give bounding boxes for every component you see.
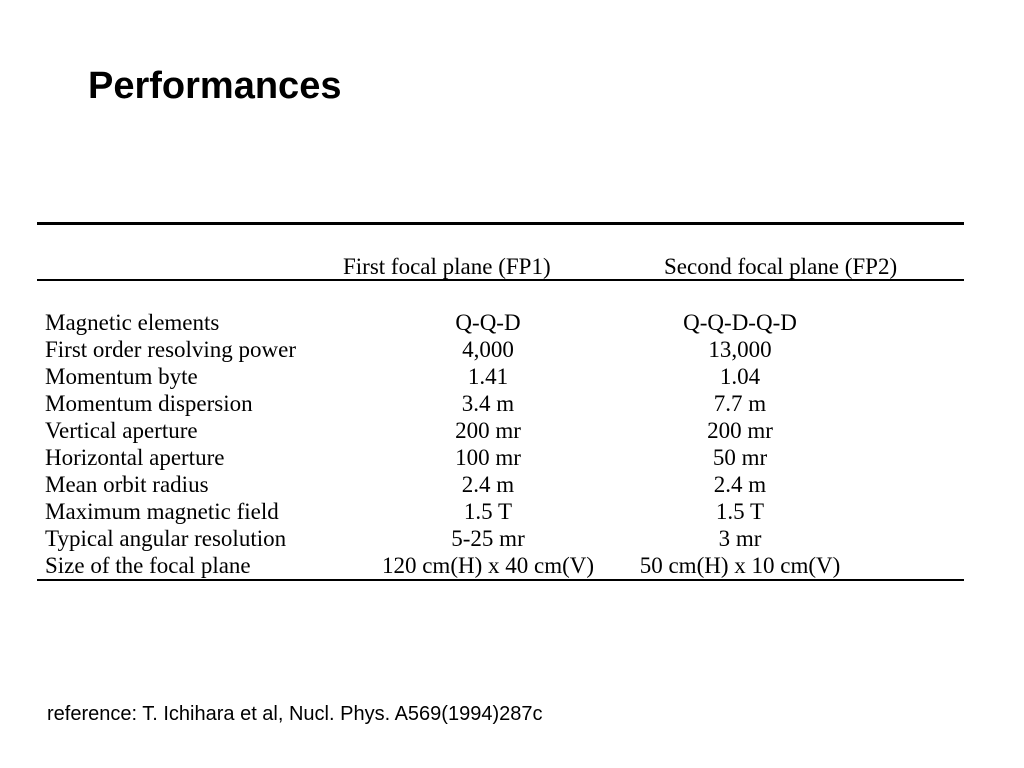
header-fp1: First focal plane (FP1) [343, 254, 551, 279]
row-fp1-value: Q-Q-D [455, 310, 521, 335]
row-fp2-value: 7.7 m [713, 391, 767, 416]
table-row [37, 417, 964, 444]
row-parameter: Momentum dispersion [45, 391, 253, 416]
table-header-rule [37, 279, 964, 281]
row-fp2-value: Q-Q-D-Q-D [683, 310, 797, 335]
row-parameter: First order resolving power [45, 337, 297, 362]
performance-table [37, 222, 964, 584]
row-fp2-value: 3 mr [718, 526, 762, 551]
table-bottom-rule [37, 579, 964, 581]
reference-citation: reference: T. Ichihara et al, Nucl. Phys. A569(1994)287c [47, 703, 543, 725]
table-row [37, 444, 964, 471]
row-parameter: Magnetic elements [45, 310, 220, 335]
row-fp1-value: 5-25 mr [451, 526, 525, 551]
row-parameter: Size of the focal plane [45, 553, 251, 578]
row-fp1-value: 2.4 m [461, 472, 515, 497]
table-row [37, 498, 964, 525]
row-fp1-value: 100 mr [455, 445, 521, 470]
table-row [37, 390, 964, 417]
row-fp2-value: 200 mr [707, 418, 773, 443]
row-fp2-value: 1.5 T [715, 499, 765, 524]
row-fp2-value: 13,000 [708, 337, 772, 362]
row-parameter: Maximum magnetic field [45, 499, 279, 524]
row-fp1-value: 200 mr [455, 418, 521, 443]
table-row [37, 471, 964, 498]
row-fp2-value: 1.04 [719, 364, 761, 389]
header-fp2: Second focal plane (FP2) [664, 254, 898, 279]
row-parameter: Mean orbit radius [45, 472, 209, 497]
row-parameter: Typical angular resolution [45, 526, 287, 551]
row-fp1-value: 1.41 [467, 364, 509, 389]
table-row [37, 336, 964, 363]
row-fp1-value: 120 cm(H) x 40 cm(V) [381, 553, 595, 578]
table-row [37, 552, 964, 579]
row-fp1-value: 3.4 m [461, 391, 515, 416]
row-fp2-value: 50 cm(H) x 10 cm(V) [639, 553, 841, 578]
slide-title: Performances [88, 65, 342, 107]
row-fp2-value: 2.4 m [713, 472, 767, 497]
table-row [37, 525, 964, 552]
table-row [37, 363, 964, 390]
row-fp1-value: 1.5 T [463, 499, 513, 524]
row-parameter: Momentum byte [45, 364, 198, 389]
row-fp1-value: 4,000 [462, 337, 514, 362]
row-parameter: Horizontal aperture [45, 445, 225, 470]
table-top-rule [37, 222, 964, 225]
row-fp2-value: 50 mr [712, 445, 768, 470]
row-parameter: Vertical aperture [45, 418, 198, 443]
table-row [37, 309, 964, 336]
